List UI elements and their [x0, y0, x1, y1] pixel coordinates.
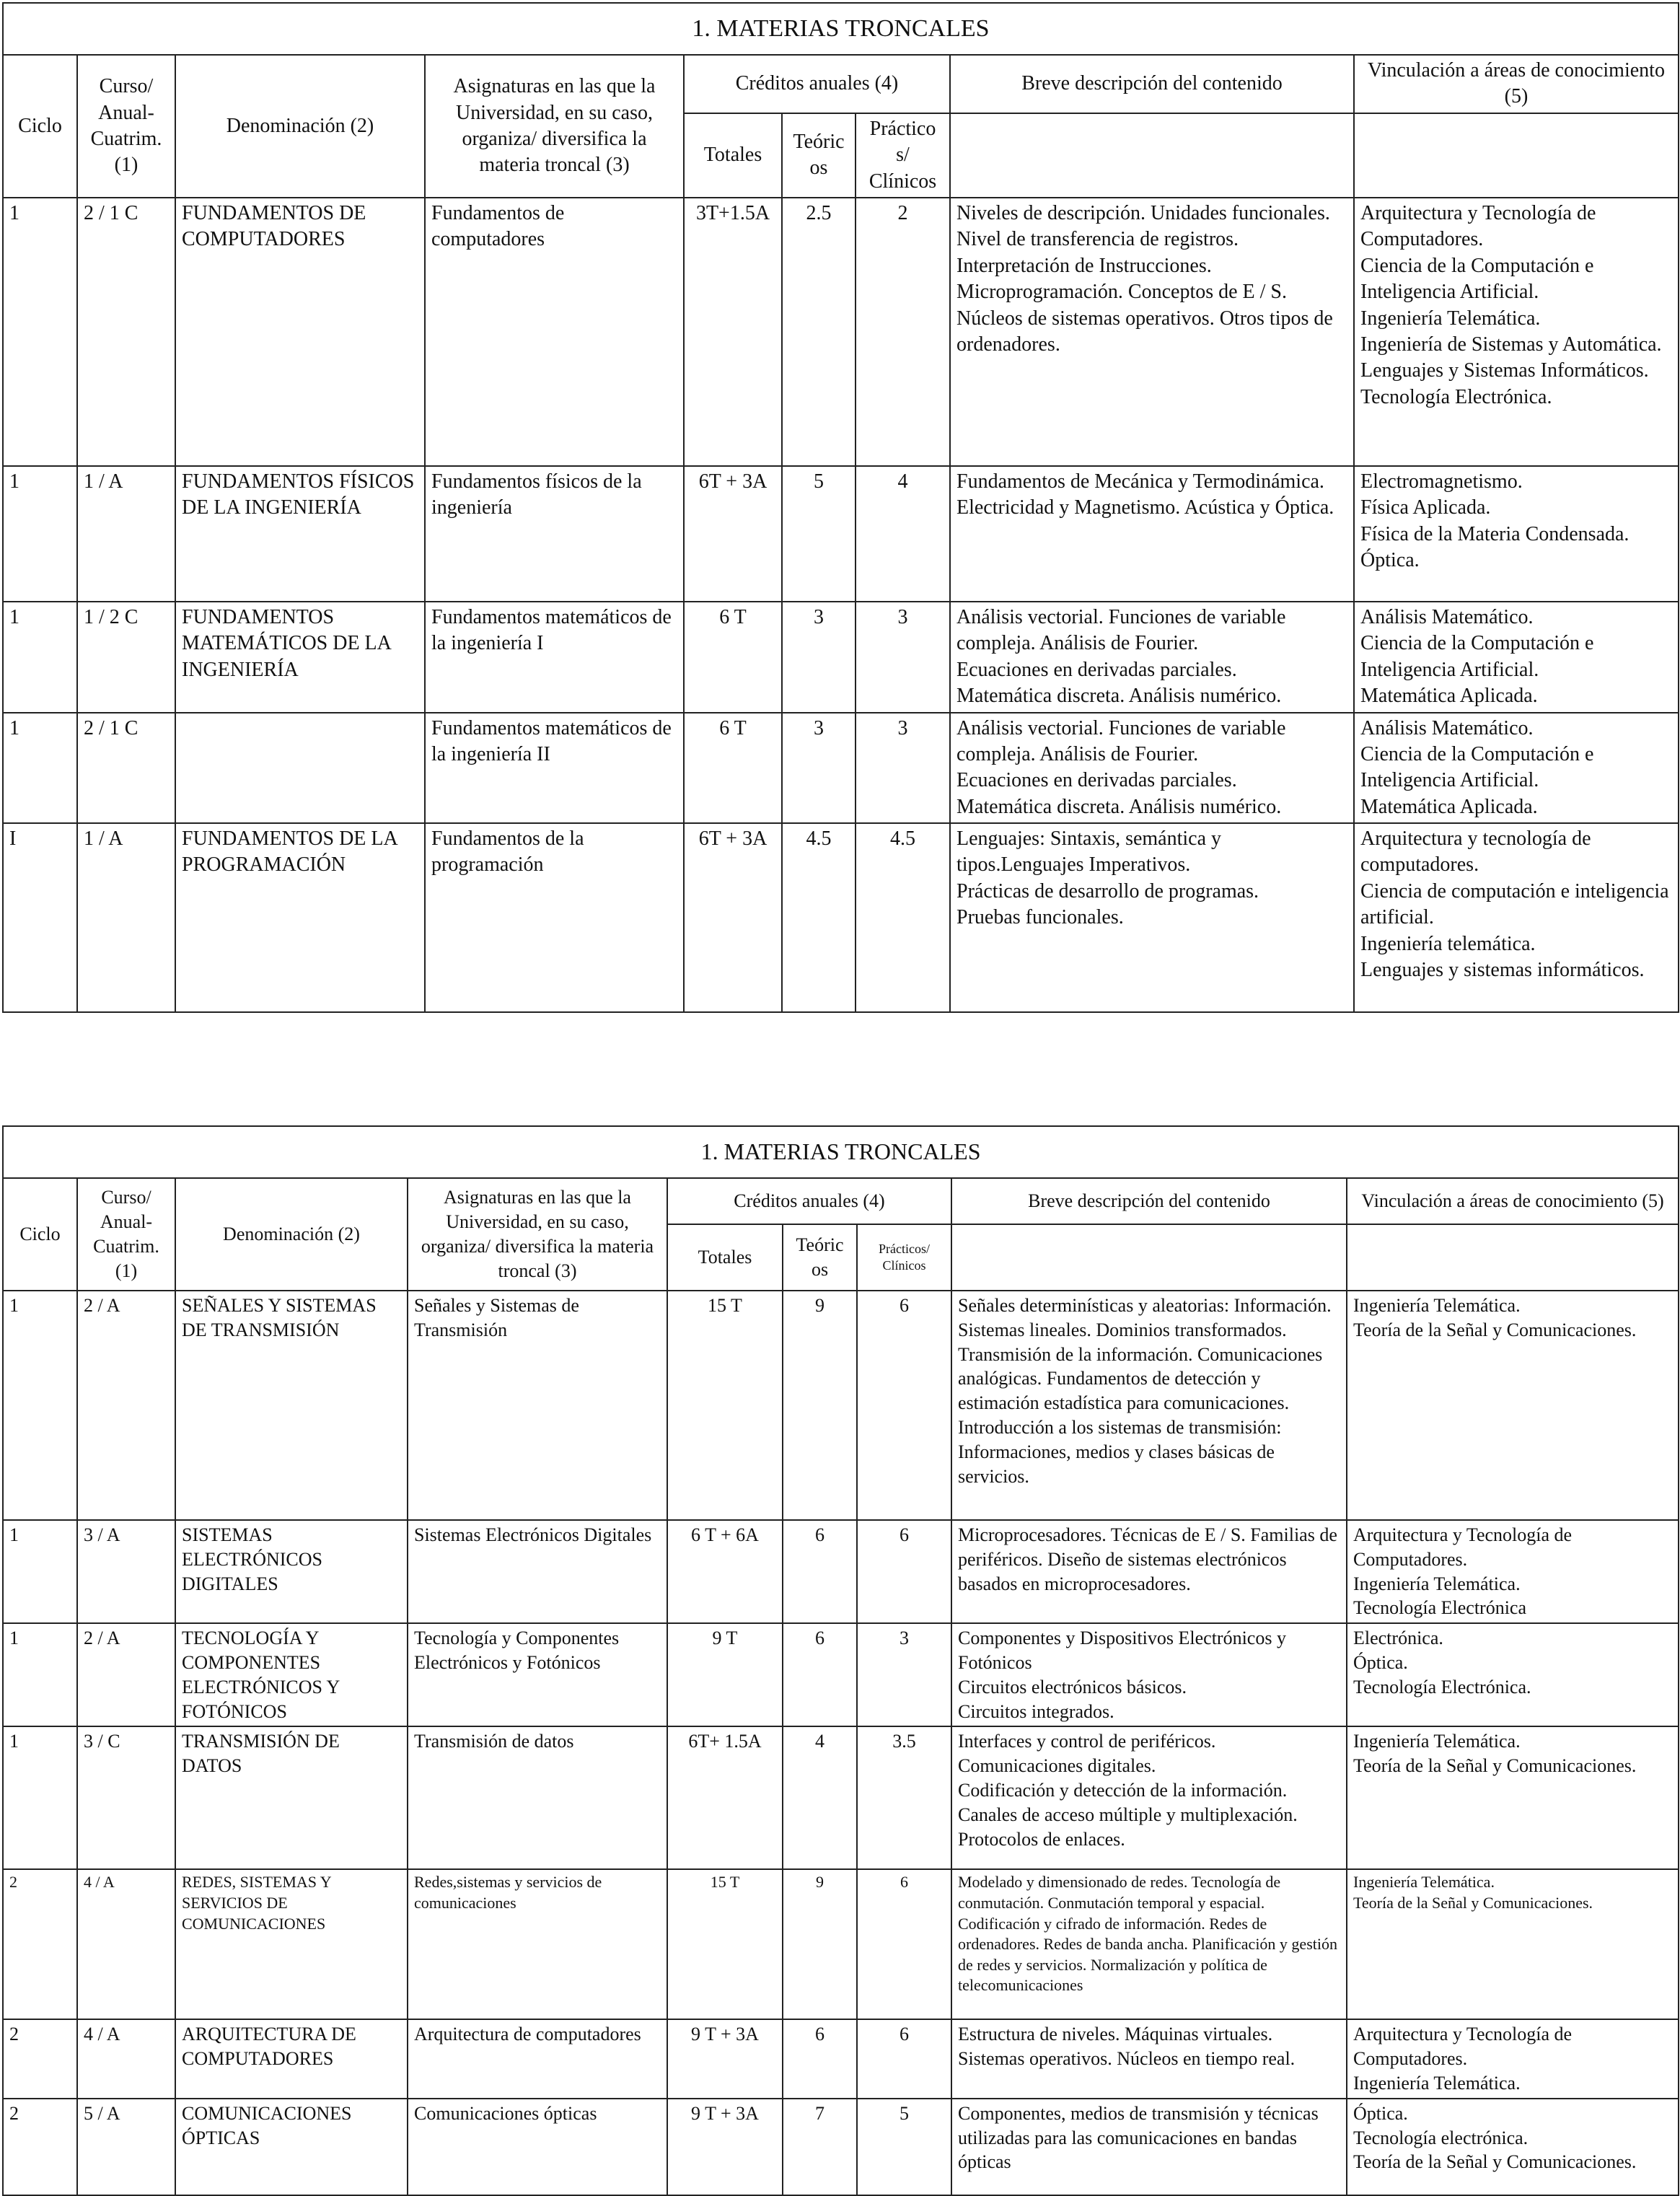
cell-vinculacion: Análisis Matemático. Ciencia de la Computación e Inteligencia Artificial. Matemática Aplicada. [1354, 602, 1679, 713]
cell-descripcion: Modelado y dimensionado de redes. Tecnología de conmutación. Conmutación temporal y espacial. Codificación y cifrado de información. Redes de ordenadores. Redes de banda ancha. Planificación y gestión de redes y servicios. Normalización y política de telecomunicaciones [951, 1869, 1347, 2019]
table-row [3, 1726, 1679, 1869]
cell-denominacion: FUNDAMENTOS DE LA PROGRAMACIÓN [175, 823, 425, 1012]
cell-totales: 6 T [684, 602, 782, 713]
header-denominacion: Denominación (2) [175, 1178, 408, 1291]
header-blank [950, 113, 1354, 198]
cell-denominacion: FUNDAMENTOS DE COMPUTADORES [175, 198, 425, 466]
cell-descripcion: Microprocesadores. Técnicas de E / S. Familias de periféricos. Diseño de sistemas electrónicos basados en microprocesadores. [951, 1520, 1347, 1623]
cell-vinculacion: Arquitectura y Tecnología de Computadores. Ingeniería Telemática. [1347, 2019, 1679, 2098]
table-title: 1. MATERIAS TRONCALES [3, 3, 1679, 55]
cell-teoricos: 9 [783, 1869, 857, 2019]
cell-descripcion: Señales determinísticas y aleatorias: Información. Sistemas lineales. Dominios transformados. Transmisión de la información. Comunicaciones analógicas. Fundamentos de detección y estimación estadística para comunicaciones. Introducción a los sistemas de transmisión: Informaciones, medios y clases básicas de servicios. [951, 1291, 1347, 1520]
cell-ciclo: 1 [3, 198, 77, 466]
cell-curso: 2 / 1 C [77, 713, 175, 824]
cell-curso: 4 / A [77, 2019, 175, 2098]
cell-vinculacion: Electromagnetismo. Física Aplicada. Física de la Materia Condensada. Óptica. [1354, 466, 1679, 602]
header-teoricos: Teóric os [783, 1224, 857, 1291]
table-row [3, 198, 1679, 466]
cell-practicos: 4 [856, 466, 950, 602]
cell-teoricos: 6 [783, 1520, 857, 1623]
cell-descripcion: Fundamentos de Mecánica y Termodinámica. Electricidad y Magnetismo. Acústica y Óptica. [950, 466, 1354, 602]
cell-denominacion: FUNDAMENTOS MATEMÁTICOS DE LA INGENIERÍA [175, 602, 425, 713]
cell-descripcion: Componentes y Dispositivos Electrónicos y Fotónicos Circuitos electrónicos básicos. Circuitos integrados. [951, 1623, 1347, 1726]
header-creditos: Créditos anuales (4) [667, 1178, 951, 1224]
cell-practicos: 3 [856, 713, 950, 824]
cell-curso: 2 / 1 C [77, 198, 175, 466]
cell-asignaturas: Transmisión de datos [408, 1726, 667, 1869]
header-descripcion: Breve descripción del contenido [950, 55, 1354, 113]
cell-asignaturas: Fundamentos de computadores [425, 198, 684, 466]
cell-teoricos: 2.5 [782, 198, 856, 466]
cell-vinculacion: Arquitectura y Tecnología de Computadores. Ingeniería Telemática. Tecnología Electrónica [1347, 1520, 1679, 1623]
cell-asignaturas: Señales y Sistemas de Transmisión [408, 1291, 667, 1520]
cell-totales: 6 T + 6A [667, 1520, 783, 1623]
cell-descripcion: Lenguajes: Sintaxis, semántica y tipos.Lenguajes Imperativos. Prácticas de desarrollo de programas. Pruebas funcionales. [950, 823, 1354, 1012]
cell-denominacion: SEÑALES Y SISTEMAS DE TRANSMISIÓN [175, 1291, 408, 1520]
cell-ciclo: 1 [3, 466, 77, 602]
cell-descripcion: Análisis vectorial. Funciones de variable compleja. Análisis de Fourier. Ecuaciones en derivadas parciales. Matemática discreta. Análisis numérico. [950, 713, 1354, 824]
cell-denominacion: REDES, SISTEMAS Y SERVICIOS DE COMUNICACIONES [175, 1869, 408, 2019]
cell-totales: 6T + 3A [684, 823, 782, 1012]
cell-descripcion: Estructura de niveles. Máquinas virtuales. Sistemas operativos. Núcleos en tiempo real. [951, 2019, 1347, 2098]
header-ciclo: Ciclo [3, 55, 77, 198]
cell-teoricos: 3 [782, 602, 856, 713]
cell-totales: 9 T + 3A [667, 2019, 783, 2098]
cell-curso: 1 / A [77, 823, 175, 1012]
cell-curso: 1 / A [77, 466, 175, 602]
cell-practicos: 4.5 [856, 823, 950, 1012]
header-vinculacion: Vinculación a áreas de conocimiento (5) [1347, 1178, 1679, 1224]
header-creditos: Créditos anuales (4) [684, 55, 950, 113]
cell-ciclo: 1 [3, 713, 77, 824]
table-row [3, 713, 1679, 824]
header-practicos: Prácticos/ Clínicos [857, 1224, 951, 1291]
cell-denominacion: SISTEMAS ELECTRÓNICOS DIGITALES [175, 1520, 408, 1623]
cell-curso: 5 / A [77, 2099, 175, 2195]
cell-curso: 4 / A [77, 1869, 175, 2019]
cell-asignaturas: Redes,sistemas y servicios de comunicaciones [408, 1869, 667, 2019]
cell-descripcion: Niveles de descripción. Unidades funcionales. Nivel de transferencia de registros. Interpretación de Instrucciones. Microprogramación. Conceptos de E / S. Núcleos de sistemas operativos. Otros tipos de ordenadores. [950, 198, 1354, 466]
cell-ciclo: 2 [3, 1869, 77, 2019]
cell-vinculacion: Óptica. Tecnología electrónica. Teoría de la Señal y Comunicaciones. [1347, 2099, 1679, 2195]
table-row [3, 466, 1679, 602]
cell-asignaturas: Arquitectura de computadores [408, 2019, 667, 2098]
cell-ciclo: 1 [3, 1291, 77, 1520]
cell-ciclo: 1 [3, 1726, 77, 1869]
cell-ciclo: 2 [3, 2019, 77, 2098]
table-row [3, 1869, 1679, 2019]
cell-ciclo: 1 [3, 1623, 77, 1726]
cell-ciclo: 1 [3, 602, 77, 713]
cell-asignaturas: Fundamentos matemáticos de la ingeniería I [425, 602, 684, 713]
cell-practicos: 6 [857, 1869, 951, 2019]
header-teoricos: Teóric os [782, 113, 856, 198]
cell-asignaturas: Comunicaciones ópticas [408, 2099, 667, 2195]
cell-totales: 6T + 3A [684, 466, 782, 602]
cell-denominacion [175, 713, 425, 824]
header-totales: Totales [684, 113, 782, 198]
cell-denominacion: ARQUITECTURA DE COMPUTADORES [175, 2019, 408, 2098]
cell-vinculacion: Arquitectura y tecnología de computadores. Ciencia de computación e inteligencia artificial. Ingeniería telemática. Lenguajes y sistemas informáticos. [1354, 823, 1679, 1012]
cell-teoricos: 6 [783, 1623, 857, 1726]
table-row [3, 2019, 1679, 2098]
cell-totales: 9 T [667, 1623, 783, 1726]
cell-descripcion: Interfaces y control de periféricos. Comunicaciones digitales. Codificación y detección de la información. Canales de acceso múltiple y multiplexación. Protocolos de enlaces. [951, 1726, 1347, 1869]
cell-teoricos: 5 [782, 466, 856, 602]
cell-denominacion: TECNOLOGÍA Y COMPONENTES ELECTRÓNICOS Y FOTÓNICOS [175, 1623, 408, 1726]
cell-vinculacion: Arquitectura y Tecnología de Computadores. Ciencia de la Computación e Inteligencia Artificial. Ingeniería Telemática. Ingeniería de Sistemas y Automática. Lenguajes y Sistemas Informáticos. Tecnología Electrónica. [1354, 198, 1679, 466]
table-row [3, 2099, 1679, 2195]
header-blank [1347, 1224, 1679, 1291]
cell-descripcion: Análisis vectorial. Funciones de variable compleja. Análisis de Fourier. Ecuaciones en derivadas parciales. Matemática discreta. Análisis numérico. [950, 602, 1354, 713]
cell-practicos: 2 [856, 198, 950, 466]
cell-totales: 15 T [667, 1869, 783, 2019]
cell-vinculacion: Ingeniería Telemática. Teoría de la Señal y Comunicaciones. [1347, 1291, 1679, 1520]
cell-asignaturas: Sistemas Electrónicos Digitales [408, 1520, 667, 1623]
cell-curso: 2 / A [77, 1623, 175, 1726]
cell-vinculacion: Electrónica. Óptica. Tecnología Electrónica. [1347, 1623, 1679, 1726]
cell-teoricos: 3 [782, 713, 856, 824]
header-blank [1354, 113, 1679, 198]
cell-totales: 15 T [667, 1291, 783, 1520]
table-row [3, 1291, 1679, 1520]
header-curso: Curso/ Anual- Cuatrim. (1) [77, 1178, 175, 1291]
cell-practicos: 5 [857, 2099, 951, 2195]
cell-curso: 3 / C [77, 1726, 175, 1869]
cell-curso: 2 / A [77, 1291, 175, 1520]
cell-practicos: 6 [857, 2019, 951, 2098]
cell-denominacion: COMUNICACIONES ÓPTICAS [175, 2099, 408, 2195]
cell-asignaturas: Fundamentos físicos de la ingeniería [425, 466, 684, 602]
header-asignaturas: Asignaturas en las que la Universidad, en su caso, organiza/ diversifica la materia troncal (3) [408, 1178, 667, 1291]
cell-denominacion: FUNDAMENTOS FÍSICOS DE LA INGENIERÍA [175, 466, 425, 602]
cell-teoricos: 6 [783, 2019, 857, 2098]
header-denominacion: Denominación (2) [175, 55, 425, 198]
table-row [3, 1623, 1679, 1726]
cell-totales: 6 T [684, 713, 782, 824]
cell-teoricos: 4.5 [782, 823, 856, 1012]
cell-denominacion: TRANSMISIÓN DE DATOS [175, 1726, 408, 1869]
table-row [3, 1520, 1679, 1623]
cell-totales: 9 T + 3A [667, 2099, 783, 2195]
cell-practicos: 6 [857, 1520, 951, 1623]
cell-asignaturas: Fundamentos matemáticos de la ingeniería II [425, 713, 684, 824]
cell-ciclo: 1 [3, 1520, 77, 1623]
header-asignaturas: Asignaturas en las que la Universidad, en su caso, organiza/ diversifica la materia troncal (3) [425, 55, 684, 198]
cell-totales: 3T+1.5A [684, 198, 782, 466]
cell-descripcion: Componentes, medios de transmisión y técnicas utilizadas para las comunicaciones en bandas ópticas [951, 2099, 1347, 2195]
cell-vinculacion: Análisis Matemático. Ciencia de la Computación e Inteligencia Artificial. Matemática Aplicada. [1354, 713, 1679, 824]
cell-teoricos: 7 [783, 2099, 857, 2195]
troncales-table-1 [2, 2, 1679, 1013]
cell-practicos: 3 [857, 1623, 951, 1726]
cell-practicos: 3 [856, 602, 950, 713]
cell-totales: 6T+ 1.5A [667, 1726, 783, 1869]
header-blank [951, 1224, 1347, 1291]
cell-curso: 1 / 2 C [77, 602, 175, 713]
header-practicos: Práctico s/ Clínicos [856, 113, 950, 198]
table-row [3, 823, 1679, 1012]
header-ciclo: Ciclo [3, 1178, 77, 1291]
cell-vinculacion: Ingeniería Telemática. Teoría de la Señal y Comunicaciones. [1347, 1869, 1679, 2019]
cell-ciclo: 2 [3, 2099, 77, 2195]
header-totales: Totales [667, 1224, 783, 1291]
cell-curso: 3 / A [77, 1520, 175, 1623]
cell-ciclo: I [3, 823, 77, 1012]
table-title: 1. MATERIAS TRONCALES [3, 1126, 1679, 1178]
cell-vinculacion: Ingeniería Telemática. Teoría de la Señal y Comunicaciones. [1347, 1726, 1679, 1869]
header-descripcion: Breve descripción del contenido [951, 1178, 1347, 1224]
cell-practicos: 6 [857, 1291, 951, 1520]
header-curso: Curso/ Anual- Cuatrim. (1) [77, 55, 175, 198]
cell-teoricos: 4 [783, 1726, 857, 1869]
troncales-table-2 [2, 1125, 1679, 2196]
header-vinculacion: Vinculación a áreas de conocimiento (5) [1354, 55, 1679, 113]
cell-asignaturas: Fundamentos de la programación [425, 823, 684, 1012]
cell-asignaturas: Tecnología y Componentes Electrónicos y Fotónicos [408, 1623, 667, 1726]
table-row [3, 602, 1679, 713]
cell-practicos: 3.5 [857, 1726, 951, 1869]
cell-teoricos: 9 [783, 1291, 857, 1520]
